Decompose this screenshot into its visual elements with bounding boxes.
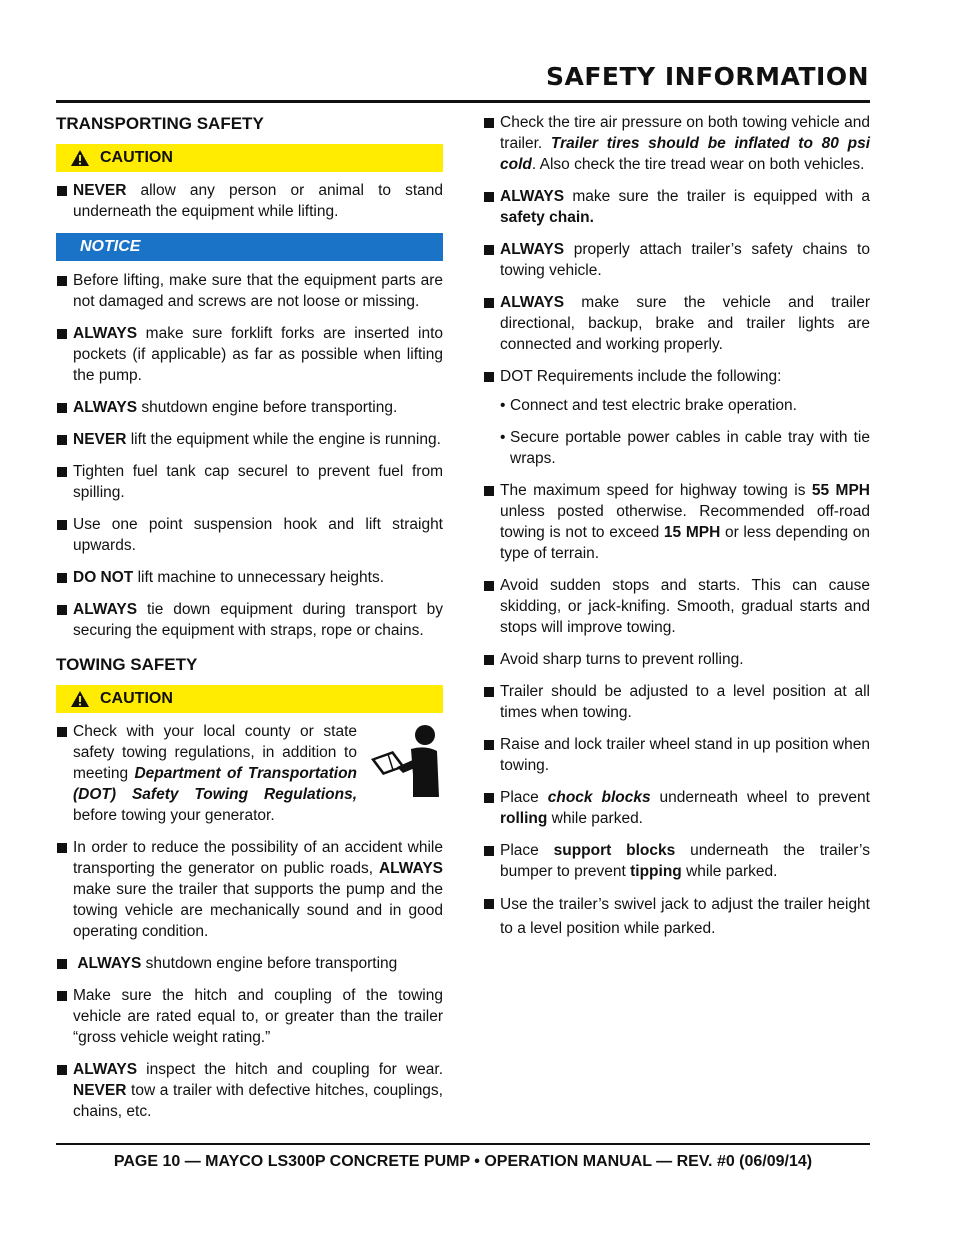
square-bullet-icon [484, 372, 494, 382]
towing-list [56, 721, 443, 1122]
caution-label: CAUTION [100, 149, 173, 166]
square-bullet-icon [484, 899, 494, 909]
list-item: DO NOT lift machine to unnecessary heights. [56, 567, 443, 588]
square-bullet-icon [484, 793, 494, 803]
square-bullet-icon [484, 581, 494, 591]
list-item: • Connect and test electric brake operation. [500, 395, 870, 416]
right-column [483, 112, 870, 952]
transport-caution-list [56, 180, 443, 222]
square-bullet-icon [57, 467, 67, 477]
warning-triangle-icon [70, 690, 90, 708]
list-item: ALWAYS shutdown engine before transporting [56, 953, 443, 974]
list-item: Before lifting, make sure that the equipment parts are not damaged and screws are not loose or missing. [56, 270, 443, 312]
square-bullet-icon [484, 687, 494, 697]
square-bullet-icon [57, 573, 67, 583]
caution-label: CAUTION [100, 690, 173, 707]
warning-triangle-icon [70, 149, 90, 167]
page-title: SAFETY INFORMATION [546, 62, 869, 91]
list-item: ALWAYS make sure forklift forks are inserted into pockets (if applicable) as far as possible when lifting the pump. [56, 323, 443, 386]
top-rule [56, 100, 870, 103]
square-bullet-icon [484, 298, 494, 308]
list-item: ALWAYS tie down equipment during transport by securing the equipment with straps, rope or chains. [56, 599, 443, 641]
square-bullet-icon [57, 403, 67, 413]
square-bullet-icon [484, 245, 494, 255]
transporting-safety-heading: TRANSPORTING SAFETY [56, 114, 264, 133]
list-item: ALWAYS shutdown engine before transporting. [56, 397, 443, 418]
list-item: NEVER lift the equipment while the engine is running. [56, 429, 443, 450]
list-item: ALWAYS properly attach trailer’s safety chains to towing vehicle. [483, 239, 870, 281]
transport-notice-list [56, 270, 443, 641]
square-bullet-icon [484, 655, 494, 665]
list-item: ALWAYS make sure the vehicle and trailer directional, backup, brake and trailer lights are connected and working properly. [483, 292, 870, 355]
list-item: The maximum speed for highway towing is 55 MPH unless posted otherwise. Recommended off-road towing is not to exceed 15 MPH or less depending on type of terrain. [483, 480, 870, 564]
page-footer: PAGE 10 — MAYCO LS300P CONCRETE PUMP • OPERATION MANUAL — REV. #0 (06/09/14) [113, 1153, 813, 1170]
square-bullet-icon [57, 843, 67, 853]
dot-requirements-list [500, 395, 870, 469]
list-item: Make sure the hitch and coupling of the towing vehicle are rated equal to, or greater than the trailer “gross vehicle weight rating.” [56, 985, 443, 1048]
list-item: Place support blocks underneath the trailer’s bumper to prevent tipping while parked. [483, 840, 870, 882]
square-bullet-icon [57, 520, 67, 530]
square-bullet-icon [57, 991, 67, 1001]
list-item: Check with your local county or state safety towing regulations, in addition to meeting Department of Transportation (DOT) Safety Towing Regulations, before towing your generator. [56, 721, 443, 826]
square-bullet-icon [57, 435, 67, 445]
square-bullet-icon [57, 1065, 67, 1075]
square-bullet-icon [57, 186, 67, 196]
square-bullet-icon [57, 605, 67, 615]
list-item: Use the trailer’s swivel jack to adjust the trailer height to a level position while parked. [483, 893, 870, 941]
list-item: Trailer should be adjusted to a level position at all times when towing. [483, 681, 870, 723]
list-item: ALWAYS inspect the hitch and coupling for wear. NEVER tow a trailer with defective hitches, couplings, chains, etc. [56, 1059, 443, 1122]
square-bullet-icon [57, 276, 67, 286]
square-bullet-icon [484, 740, 494, 750]
square-bullet-icon [484, 846, 494, 856]
list-item: Place chock blocks underneath wheel to prevent rolling while parked. [483, 787, 870, 829]
list-item: In order to reduce the possibility of an accident while transporting the generator on public roads, ALWAYS make sure the trailer that supports the pump and the towing vehicle are mechanically sound and in good operating condition. [56, 837, 443, 942]
list-item: ALWAYS make sure the trailer is equipped with a safety chain. [483, 186, 870, 228]
list-item: DOT Requirements include the following: [483, 366, 870, 387]
list-item: NEVER allow any person or animal to stand underneath the equipment while lifting. [56, 180, 443, 222]
square-bullet-icon [484, 486, 494, 496]
right-list-continued [483, 480, 870, 941]
list-item: Avoid sharp turns to prevent rolling. [483, 649, 870, 670]
square-bullet-icon [57, 959, 67, 969]
list-item: Tighten fuel tank cap securel to prevent fuel from spilling. [56, 461, 443, 503]
caution-bar [56, 144, 443, 172]
square-bullet-icon [484, 118, 494, 128]
list-item: Avoid sudden stops and starts. This can cause skidding, or jack-knifing. Smooth, gradual starts and stops will improve towing. [483, 575, 870, 638]
caution-bar [56, 685, 443, 713]
left-column [56, 112, 443, 1133]
right-list [483, 112, 870, 387]
notice-bar [56, 233, 443, 261]
read-manual-icon [367, 723, 443, 797]
square-bullet-icon [484, 192, 494, 202]
bottom-rule [56, 1143, 870, 1145]
towing-safety-heading: TOWING SAFETY [56, 655, 198, 674]
list-item: • Secure portable power cables in cable tray with tie wraps. [500, 427, 870, 469]
square-bullet-icon [57, 329, 67, 339]
notice-label: NOTICE [80, 238, 141, 255]
list-item: Check the tire air pressure on both towing vehicle and trailer. Trailer tires should be inflated to 80 psi cold. Also check the tire tread wear on both vehicles. [483, 112, 870, 175]
list-item: Use one point suspension hook and lift straight upwards. [56, 514, 443, 556]
list-item: Raise and lock trailer wheel stand in up position when towing. [483, 734, 870, 776]
square-bullet-icon [57, 727, 67, 737]
